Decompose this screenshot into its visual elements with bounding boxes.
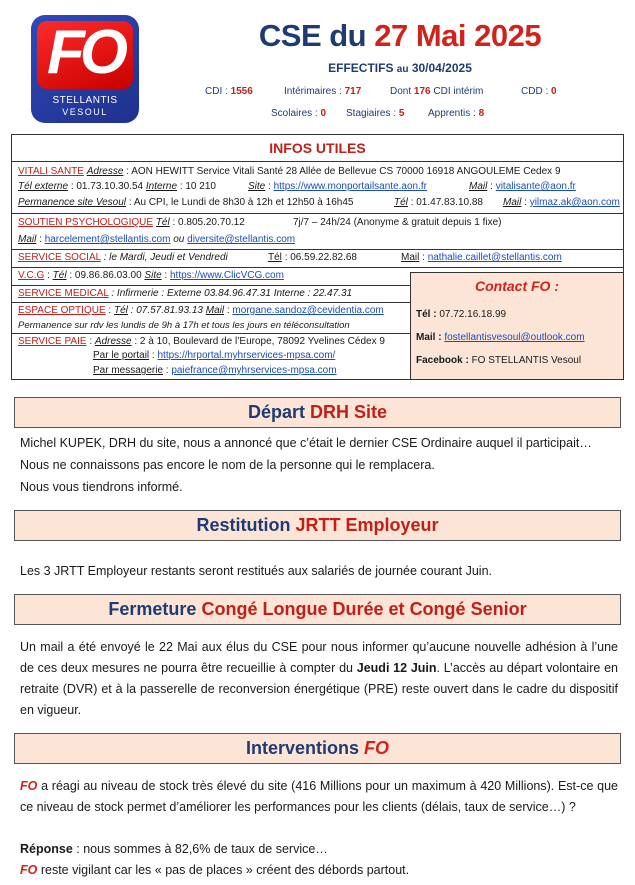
fermeture-text: Un mail a été envoyé le 22 Mai aux élus du CSE pour nous informer qu’aucune nouvelle adhésion à l’une de ces deux mesures ne pourra être recueillie à compter du Jeudi 12 Juin. L’accès au départ volontaire en retraite (DVR) et à la passerelle de reconversion énergétique (PRE) reste ouvert dans le cadre du dispositif en vigueur. (20, 640, 618, 717)
section-title-jrtt: Restitution JRTT Employeur (14, 510, 621, 541)
vitali-address-line: VITALI SANTE Adresse : AON HEWITT Service Vitali Santé 28 Allée de Bellevue CS 70000 16918 ANGOULEME Cedex 9 (18, 166, 561, 177)
vitali-mail2-link[interactable]: yilmaz.ak@aon.com (529, 197, 620, 208)
effectifs-date: 30/04/2025 (411, 61, 472, 75)
optique-mail-link[interactable]: morgane.sandoz@cevidentia.com (232, 305, 384, 316)
psy-line: SOUTIEN PSYCHOLOGIQUE Tél : 0.805.20.70.12 (18, 217, 245, 228)
stat-interim: Intérimaires : 717 (284, 86, 362, 97)
optique-line: ESPACE OPTIQUE : Tél : 07.57.81.93.13 Mail : morgane.sandoz@cevidentia.com (18, 305, 384, 316)
infos-title: INFOS UTILES (12, 135, 623, 162)
stat-stagiaires: Stagiaires : 5 (346, 108, 405, 119)
section-title-interventions: Interventions FO (14, 733, 621, 764)
medical-label: SERVICE MEDICAL (18, 288, 109, 299)
optique-permanence: Permanence sur rdv les lundis de 9h à 17h et tous les jours en téléconsultation (18, 320, 350, 331)
vitali-site-link[interactable]: https://www.monportailsante.aon.fr (273, 181, 427, 192)
vitali-site: Site : https://www.monportailsante.aon.fr (248, 181, 427, 192)
interventions-p1: FO a réagi au niveau de stock très élevé du site (416 Millions pour un maximum à 420 Millions). Est-ce que ce niveau de stock permet d’améliorer les performances pour les clients (délais, taux de service…) ? (20, 779, 618, 814)
vitali-mail2: Mail : yilmaz.ak@aon.com (503, 197, 620, 208)
medical-line: SERVICE MEDICAL : Infirmerie : Externe 03.84.96.47.31 Interne : 22.47.31 (18, 288, 353, 299)
paie-messagerie: Par messagerie : paiefrance@myhrservices-mpsa.com (93, 365, 337, 376)
logo-line1: STELLANTIS (52, 95, 118, 106)
paie-label: SERVICE PAIE (18, 336, 87, 347)
social-label: SERVICE SOCIAL (18, 252, 101, 263)
section-title-drh: Départ DRH Site (14, 397, 621, 428)
page-title (195, 16, 605, 56)
interventions-p2: Réponse : nous sommes à 82,6% de taux de service… (20, 842, 328, 856)
contact-title: Contact FO : (475, 278, 559, 294)
vitali-permanence-line: Permanence site Vesoul : Au CPI, le Lundi de 8h30 à 12h et 12h50 à 16h45 (18, 197, 354, 208)
vitali-tel: Tél : 01.47.83.10.88 (394, 197, 483, 208)
contact-fo-box (410, 272, 623, 379)
psy-mail1-link[interactable]: harcelement@stellantis.com (44, 234, 171, 245)
psy-mail-line: Mail : harcelement@stellantis.com ou diversite@stellantis.com (18, 234, 296, 245)
fo-logo (31, 15, 139, 123)
section-title-fermeture: Fermeture Congé Longue Durée et Congé Senior (14, 594, 621, 625)
optique-label: ESPACE OPTIQUE (18, 305, 106, 316)
logo-line2: VESOUL (62, 107, 108, 117)
interventions-p3: FO reste vigilant car les « pas de places » créent des débords partout. (20, 863, 410, 877)
social-line: SERVICE SOCIAL : le Mardi, Jeudi et Vendredi (18, 252, 228, 263)
social-tel: Tél : 06.59.22.82.68 (268, 252, 357, 263)
title-part2: 27 Mai 2025 (374, 18, 542, 53)
vitali-mail: Mail : vitalisante@aon.fr (469, 181, 576, 192)
contact-tel: Tél : 07.72.16.18.99 (416, 309, 507, 320)
contact-facebook: Facebook : FO STELLANTIS Vesoul (416, 355, 582, 366)
psy-hours: 7j/7 – 24h/24 (Anonyme & gratuit depuis 1 fixe) (293, 217, 502, 228)
stat-dont: Dont 176 CDI intérim (390, 86, 484, 97)
social-mail-link[interactable]: nathalie.caillet@stellantis.com (427, 252, 562, 263)
logo-text: FO (46, 18, 124, 87)
stat-scolaires: Scolaires : 0 (271, 108, 327, 119)
stat-cdi: CDI : 1556 (205, 86, 253, 97)
stat-cdd: CDD : 0 (521, 86, 557, 97)
vcg-label: V.C.G (18, 270, 45, 281)
stat-apprentis: Apprentis : 8 (428, 108, 485, 119)
paie-line: SERVICE PAIE : Adresse : 2 à 10, Boulevard de l’Europe, 78092 Yvelines Cédex 9 (18, 336, 385, 347)
contact-mail: Mail : fostellantisvesoul@outlook.com (416, 332, 585, 343)
jrtt-text: Les 3 JRTT Employeur restants seront restitués aux salariés de journée courant Juin. (20, 564, 492, 578)
drh-line-2: Nous ne connaissons pas encore le nom de la personne qui le remplacera. (20, 458, 435, 472)
effectifs-label: EFFECTIFS (328, 61, 394, 75)
paie-portail: Par le portail : https://hrportal.myhrservices-mpsa.com/ (93, 350, 336, 361)
vcg-line: V.C.G : Tél : 09.86.86.03.00 Site : https://www.ClicVCG.com (18, 270, 284, 281)
vitali-phone-line: Tél externe : 01.73.10.30.54 Interne : 10 210 (18, 181, 216, 192)
drh-line-3: Nous vous tiendrons informé. (20, 480, 183, 494)
paie-messagerie-link[interactable]: paiefrance@myhrservices-mpsa.com (171, 365, 337, 376)
contact-mail-link[interactable]: fostellantisvesoul@outlook.com (444, 332, 585, 343)
social-mail: Mail : nathalie.caillet@stellantis.com (401, 252, 562, 263)
paie-portail-link[interactable]: https://hrportal.myhrservices-mpsa.com/ (157, 350, 336, 361)
drh-line-1: Michel KUPEK, DRH du site, nous a annoncé que c’était le dernier CSE Ordinaire auquel il participait… (20, 436, 592, 450)
vcg-site-link[interactable]: https://www.ClicVCG.com (170, 270, 284, 281)
effectifs-line (195, 60, 605, 78)
psy-label: SOUTIEN PSYCHOLOGIQUE (18, 217, 154, 228)
vitali-label: VITALI SANTE (18, 166, 84, 177)
psy-mail2-link[interactable]: diversite@stellantis.com (187, 234, 296, 245)
effectifs-prefix: au (396, 64, 409, 75)
title-part1: CSE du (258, 18, 367, 53)
vitali-mail-link[interactable]: vitalisante@aon.fr (495, 181, 576, 192)
